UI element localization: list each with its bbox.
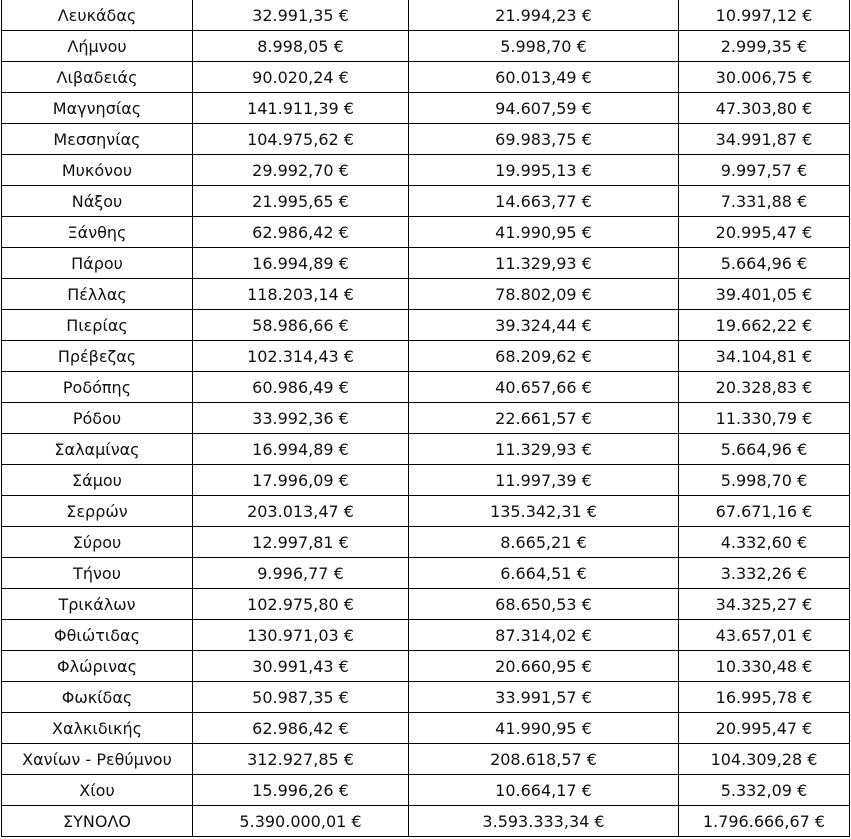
amount-total-cell: 60.986,49 €	[193, 372, 409, 403]
region-name-cell: Πάρου	[2, 248, 193, 279]
amount-share-a-cell: 41.990,95 €	[409, 713, 679, 744]
region-name-cell: Σαλαμίνας	[2, 434, 193, 465]
table-row	[2, 341, 850, 372]
amount-share-a-cell: 8.665,21 €	[409, 527, 679, 558]
amount-share-a-cell: 3.593.333,34 €	[409, 806, 679, 837]
amount-total-cell: 90.020,24 €	[193, 62, 409, 93]
amount-share-b-cell: 2.999,35 €	[679, 31, 850, 62]
region-name-cell: Σάμου	[2, 465, 193, 496]
amount-share-b-cell: 16.995,78 €	[679, 682, 850, 713]
region-name-cell: Ξάνθης	[2, 217, 193, 248]
amount-share-b-cell: 30.006,75 €	[679, 62, 850, 93]
table-row	[2, 155, 850, 186]
amount-share-b-cell: 9.997,57 €	[679, 155, 850, 186]
table-body	[2, 0, 850, 837]
amount-total-cell: 58.986,66 €	[193, 310, 409, 341]
amount-share-a-cell: 68.650,53 €	[409, 589, 679, 620]
amount-share-a-cell: 11.329,93 €	[409, 248, 679, 279]
amount-share-b-cell: 39.401,05 €	[679, 279, 850, 310]
amount-total-cell: 50.987,35 €	[193, 682, 409, 713]
amount-total-cell: 118.203,14 €	[193, 279, 409, 310]
region-name-cell: Λιβαδειάς	[2, 62, 193, 93]
amount-share-b-cell: 20.995,47 €	[679, 713, 850, 744]
amount-share-a-cell: 11.997,39 €	[409, 465, 679, 496]
region-name-cell: Μεσσηνίας	[2, 124, 193, 155]
table-row	[2, 31, 850, 62]
table-row	[2, 744, 850, 775]
table-row	[2, 310, 850, 341]
amount-share-b-cell: 104.309,28 €	[679, 744, 850, 775]
table-row	[2, 403, 850, 434]
amount-share-a-cell: 22.661,57 €	[409, 403, 679, 434]
region-name-cell: Χαλκιδικής	[2, 713, 193, 744]
amount-share-b-cell: 4.332,60 €	[679, 527, 850, 558]
region-name-cell: Χανίων - Ρεθύμνου	[2, 744, 193, 775]
amount-share-b-cell: 11.330,79 €	[679, 403, 850, 434]
amount-total-cell: 17.996,09 €	[193, 465, 409, 496]
region-name-cell: Χίου	[2, 775, 193, 806]
amount-share-a-cell: 87.314,02 €	[409, 620, 679, 651]
amount-share-a-cell: 135.342,31 €	[409, 496, 679, 527]
region-name-cell: Πέλλας	[2, 279, 193, 310]
table-row	[2, 372, 850, 403]
amount-total-cell: 16.994,89 €	[193, 434, 409, 465]
amount-total-cell: 32.991,35 €	[193, 0, 409, 31]
region-name-cell: Λευκάδας	[2, 0, 193, 31]
amount-share-a-cell: 41.990,95 €	[409, 217, 679, 248]
amount-total-cell: 15.996,26 €	[193, 775, 409, 806]
region-name-cell: Φθιώτιδας	[2, 620, 193, 651]
amount-share-b-cell: 19.662,22 €	[679, 310, 850, 341]
amount-share-b-cell: 10.330,48 €	[679, 651, 850, 682]
table-row	[2, 713, 850, 744]
amount-share-a-cell: 39.324,44 €	[409, 310, 679, 341]
table-row	[2, 217, 850, 248]
amount-share-a-cell: 11.329,93 €	[409, 434, 679, 465]
total-row	[2, 806, 850, 837]
amount-share-a-cell: 19.995,13 €	[409, 155, 679, 186]
amount-share-a-cell: 208.618,57 €	[409, 744, 679, 775]
allocation-table	[1, 0, 850, 837]
amount-total-cell: 16.994,89 €	[193, 248, 409, 279]
amount-total-cell: 21.995,65 €	[193, 186, 409, 217]
amount-total-cell: 8.998,05 €	[193, 31, 409, 62]
amount-share-b-cell: 10.997,12 €	[679, 0, 850, 31]
amount-share-b-cell: 5.998,70 €	[679, 465, 850, 496]
region-name-cell: Μυκόνου	[2, 155, 193, 186]
table-row	[2, 186, 850, 217]
amount-share-a-cell: 40.657,66 €	[409, 372, 679, 403]
amount-share-b-cell: 20.995,47 €	[679, 217, 850, 248]
amount-share-b-cell: 5.664,96 €	[679, 248, 850, 279]
region-name-cell: Ρόδου	[2, 403, 193, 434]
region-name-cell: Τρικάλων	[2, 589, 193, 620]
table-row	[2, 248, 850, 279]
amount-total-cell: 62.986,42 €	[193, 217, 409, 248]
region-name-cell: ΣΥΝΟΛΟ	[2, 806, 193, 837]
region-name-cell: Φλώρινας	[2, 651, 193, 682]
table-row	[2, 93, 850, 124]
amount-share-b-cell: 3.332,26 €	[679, 558, 850, 589]
region-name-cell: Λήμνου	[2, 31, 193, 62]
amount-total-cell: 102.314,43 €	[193, 341, 409, 372]
table-row	[2, 434, 850, 465]
amount-share-a-cell: 78.802,09 €	[409, 279, 679, 310]
table-row	[2, 496, 850, 527]
amount-share-a-cell: 69.983,75 €	[409, 124, 679, 155]
amount-share-b-cell: 5.332,09 €	[679, 775, 850, 806]
table-row	[2, 651, 850, 682]
amount-total-cell: 33.992,36 €	[193, 403, 409, 434]
amount-total-cell: 130.971,03 €	[193, 620, 409, 651]
amount-share-b-cell: 20.328,83 €	[679, 372, 850, 403]
amount-share-b-cell: 5.664,96 €	[679, 434, 850, 465]
amount-share-b-cell: 34.325,27 €	[679, 589, 850, 620]
amount-total-cell: 30.991,43 €	[193, 651, 409, 682]
amount-share-b-cell: 7.331,88 €	[679, 186, 850, 217]
region-name-cell: Πιερίας	[2, 310, 193, 341]
table-row	[2, 279, 850, 310]
region-name-cell: Τήνου	[2, 558, 193, 589]
amount-share-b-cell: 43.657,01 €	[679, 620, 850, 651]
amount-share-a-cell: 5.998,70 €	[409, 31, 679, 62]
region-name-cell: Ροδόπης	[2, 372, 193, 403]
amount-share-a-cell: 68.209,62 €	[409, 341, 679, 372]
amount-share-a-cell: 20.660,95 €	[409, 651, 679, 682]
amount-share-a-cell: 33.991,57 €	[409, 682, 679, 713]
table-row	[2, 558, 850, 589]
amount-total-cell: 203.013,47 €	[193, 496, 409, 527]
amount-total-cell: 141.911,39 €	[193, 93, 409, 124]
amount-total-cell: 62.986,42 €	[193, 713, 409, 744]
table-row	[2, 0, 850, 31]
table-row	[2, 682, 850, 713]
amount-total-cell: 5.390.000,01 €	[193, 806, 409, 837]
table-row	[2, 589, 850, 620]
amount-share-a-cell: 21.994,23 €	[409, 0, 679, 31]
amount-share-b-cell: 67.671,16 €	[679, 496, 850, 527]
table-row	[2, 465, 850, 496]
amount-share-b-cell: 34.104,81 €	[679, 341, 850, 372]
region-name-cell: Φωκίδας	[2, 682, 193, 713]
amount-total-cell: 104.975,62 €	[193, 124, 409, 155]
amount-total-cell: 102.975,80 €	[193, 589, 409, 620]
table-row	[2, 62, 850, 93]
amount-share-a-cell: 10.664,17 €	[409, 775, 679, 806]
amount-share-a-cell: 94.607,59 €	[409, 93, 679, 124]
region-name-cell: Σερρών	[2, 496, 193, 527]
amount-share-b-cell: 34.991,87 €	[679, 124, 850, 155]
amount-share-a-cell: 60.013,49 €	[409, 62, 679, 93]
region-name-cell: Πρέβεζας	[2, 341, 193, 372]
region-name-cell: Νάξου	[2, 186, 193, 217]
amount-total-cell: 12.997,81 €	[193, 527, 409, 558]
table-row	[2, 527, 850, 558]
region-name-cell: Σύρου	[2, 527, 193, 558]
table-row	[2, 124, 850, 155]
amount-share-a-cell: 6.664,51 €	[409, 558, 679, 589]
amount-total-cell: 312.927,85 €	[193, 744, 409, 775]
amount-total-cell: 9.996,77 €	[193, 558, 409, 589]
amount-share-b-cell: 47.303,80 €	[679, 93, 850, 124]
table-row	[2, 620, 850, 651]
region-name-cell: Μαγνησίας	[2, 93, 193, 124]
amount-total-cell: 29.992,70 €	[193, 155, 409, 186]
amount-share-b-cell: 1.796.666,67 €	[679, 806, 850, 837]
table-row	[2, 775, 850, 806]
amount-share-a-cell: 14.663,77 €	[409, 186, 679, 217]
